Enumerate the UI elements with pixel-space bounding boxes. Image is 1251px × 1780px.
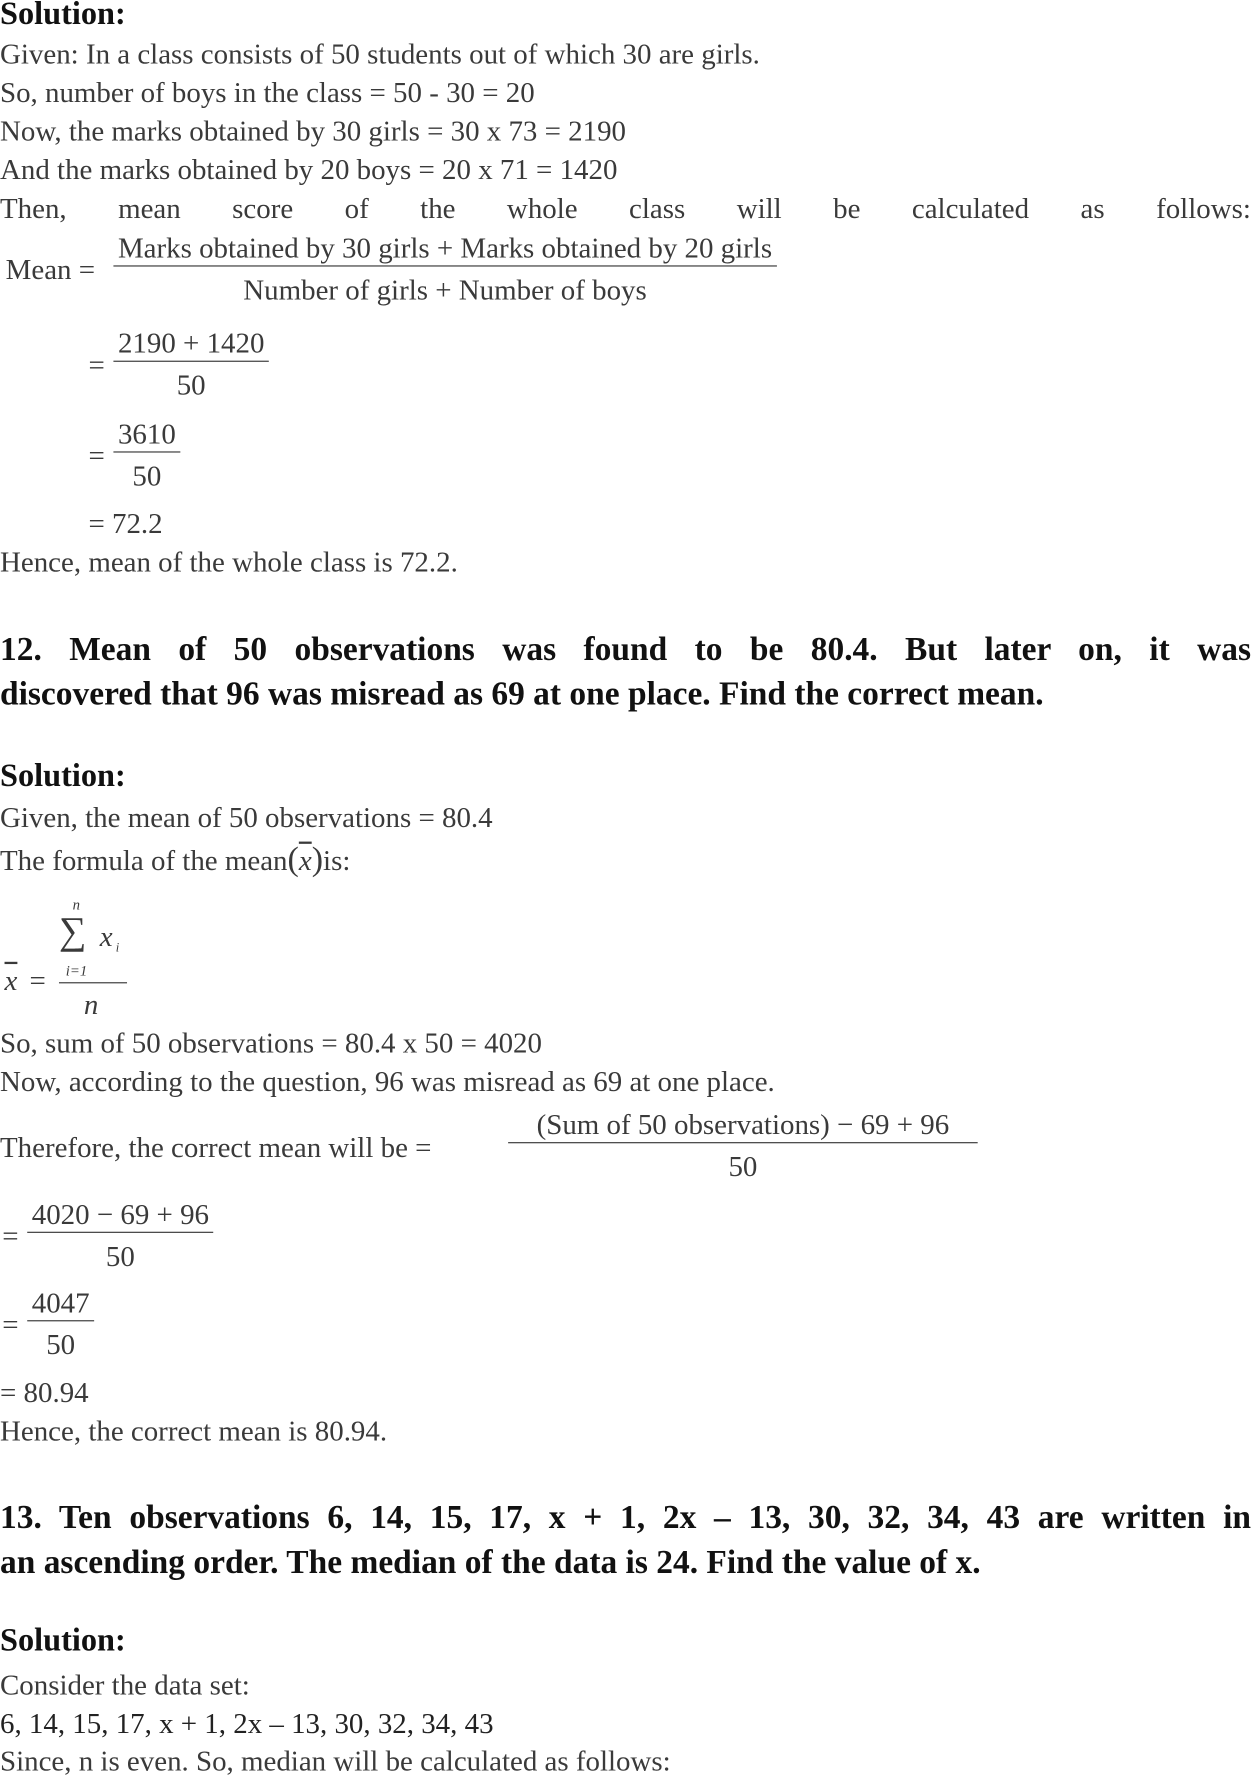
- numerator: Marks obtained by 30 girls + Marks obtained by 20 girls: [113, 231, 776, 266]
- numerator: 4047: [27, 1286, 94, 1321]
- fraction: [508, 1108, 978, 1184]
- denominator: n: [83, 987, 99, 1021]
- sigma-icon: ∑: [58, 910, 87, 953]
- text: The formula of the mean: [0, 843, 288, 877]
- question-13-line: 13. Ten observations 6, 14, 15, 17, x + 1, 2x – 13, 30, 32, 34, 43 are written in: [0, 1499, 1251, 1536]
- sum-upper: n: [72, 896, 80, 914]
- fraction: [113, 231, 776, 307]
- text-line: Hence, the correct mean is 80.94.: [0, 1414, 388, 1448]
- result: = 80.94: [0, 1375, 89, 1409]
- equals: =: [2, 1219, 19, 1253]
- denominator: Number of girls + Number of boys: [243, 273, 647, 307]
- word: Then,: [0, 191, 67, 225]
- question-13-line: an ascending order. The median of the data is 24. Find the value of x.: [0, 1544, 981, 1582]
- text-line: Now, according to the question, 96 was misread as 69 at one place.: [0, 1065, 775, 1098]
- text-line: Now, the marks obtained by 30 girls = 30 x 73 = 2190: [0, 114, 627, 148]
- text-line: So, number of boys in the class = 50 - 30 = 20: [0, 75, 535, 109]
- text-line: And the marks obtained by 20 boys = 20 x 71 = 1420: [0, 153, 618, 187]
- text: is:: [323, 843, 351, 877]
- text-line: The formula of the $mean(\overline{x})is$:: [0, 840, 351, 878]
- denominator: 50: [728, 1150, 758, 1183]
- word: calculated: [911, 191, 1030, 225]
- word: class: [629, 191, 686, 225]
- fraction: [113, 417, 180, 493]
- word: of: [344, 191, 369, 225]
- x-bar: $\overline{x}$: [298, 843, 312, 877]
- equals: =: [88, 438, 105, 472]
- equals: =: [88, 348, 105, 382]
- solution-heading: Solution:: [0, 0, 126, 32]
- equals: =: [2, 1307, 19, 1341]
- numerator: (Sum of 50 observations) − 69 + 96: [508, 1108, 978, 1143]
- word: mean: [118, 191, 181, 225]
- word: be: [833, 191, 861, 225]
- fraction: [113, 327, 269, 403]
- x-bar: $\overline{x}$: [4, 964, 18, 997]
- fraction-bar: [59, 982, 127, 983]
- question-12-line: 12. Mean of 50 observations was found to be 80.4. But later on, it was: [0, 631, 1251, 669]
- text-line: Therefore, the correct mean will be =: [0, 1130, 432, 1164]
- numerator: 4020 − 69 + 96: [27, 1198, 213, 1233]
- question-12-line: discovered that 96 was misread as 69 at one place. Find the correct mean.: [0, 675, 1044, 713]
- word: whole: [506, 191, 578, 225]
- result: = 72.2: [88, 506, 163, 540]
- numerator: 3610: [113, 417, 180, 452]
- text-line: Consider the data set:: [0, 1668, 250, 1702]
- fraction: [27, 1286, 94, 1362]
- denominator: 50: [46, 1328, 76, 1362]
- word: the: [420, 191, 456, 225]
- word: follows:: [1156, 191, 1251, 225]
- text-line: Since, n is even. So, median will be calculated as follows:: [0, 1744, 671, 1778]
- text-line: So, sum of 50 observations = 80.4 x 50 = 4020: [0, 1026, 542, 1060]
- denominator: 50: [132, 459, 162, 493]
- numerator: 2190 + 1420: [113, 327, 269, 362]
- text-line: Given, the mean of 50 observations = 80.4: [0, 800, 493, 834]
- word: as: [1080, 191, 1105, 225]
- denominator: 50: [176, 368, 206, 402]
- fraction: [27, 1198, 213, 1274]
- denominator: 50: [105, 1239, 135, 1273]
- sum-lower: i=1: [65, 961, 88, 979]
- text-line-justified: [0, 192, 1251, 226]
- mean-label: Mean =: [5, 252, 96, 286]
- text-line: Hence, mean of the whole class is 72.2.: [0, 545, 458, 579]
- word: score: [232, 191, 294, 225]
- word: will: [736, 191, 782, 225]
- sum-index: i: [115, 941, 120, 955]
- solution-heading: Solution:: [0, 758, 126, 794]
- sum-x: x: [99, 919, 113, 953]
- equals: =: [29, 964, 46, 997]
- solution-heading: Solution:: [0, 1623, 126, 1659]
- text-line: Given: In a class consists of 50 students out of which 30 are girls.: [0, 37, 760, 71]
- data-set: 6, 14, 15, 17, x + 1, 2x – 13, 30, 32, 34, 43: [0, 1706, 494, 1740]
